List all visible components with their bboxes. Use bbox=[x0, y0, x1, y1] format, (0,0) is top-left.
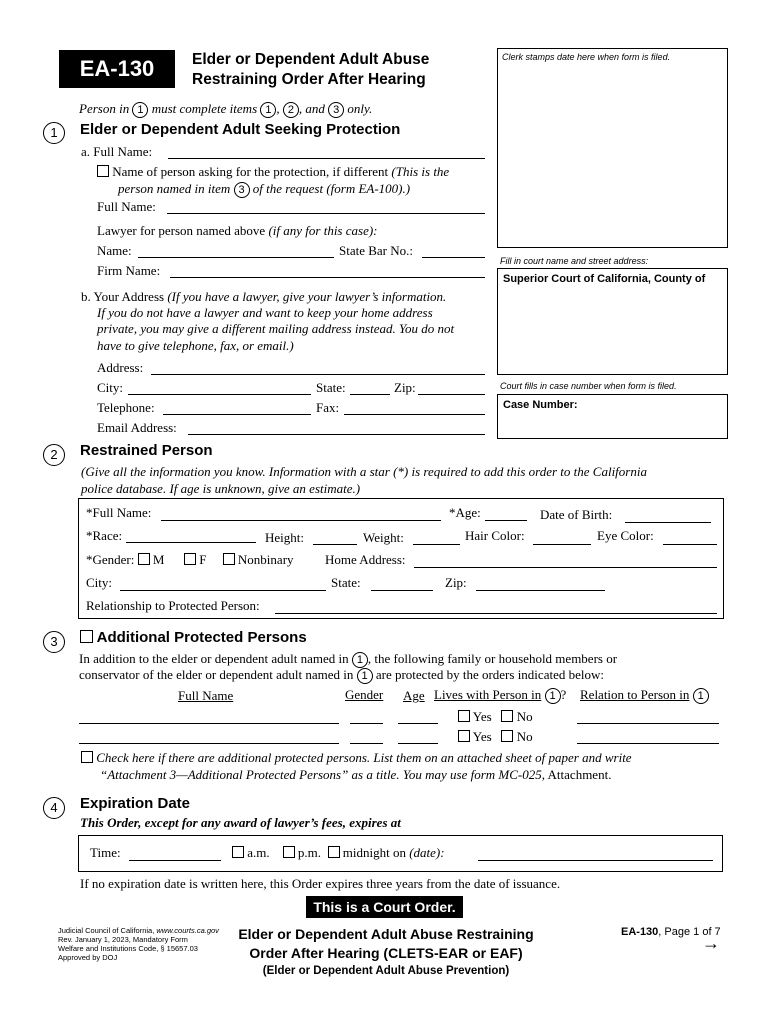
case-number-note: Court fills in case number when form is filed. bbox=[500, 381, 677, 391]
s1-email-label: Email Address: bbox=[97, 420, 177, 435]
s3-row1-rel[interactable] bbox=[577, 723, 719, 724]
s3-row2-lives: Yes No bbox=[458, 729, 533, 745]
s3-row1-yes-checkbox[interactable] bbox=[458, 710, 470, 722]
s2-hair-field[interactable] bbox=[533, 544, 591, 545]
s3-row1-name[interactable] bbox=[79, 723, 339, 724]
s1-address-intro-l3: private, you may give a different mailing address instead. You do not bbox=[97, 321, 455, 336]
s4-ampm: a.m. p.m. midnight on (date): bbox=[232, 845, 445, 861]
s4-subtitle: This Order, except for any award of lawyer’s fees, expires at bbox=[80, 815, 401, 830]
s3-row1-age[interactable] bbox=[398, 723, 438, 724]
case-number-label: Case Number: bbox=[503, 399, 578, 411]
s1-full-name-label: a. Full Name: bbox=[81, 144, 153, 159]
s1-firm-field[interactable] bbox=[170, 277, 485, 278]
form-title: Elder or Dependent Adult Abuse Restraining Order After Hearing bbox=[192, 51, 430, 88]
s2-note-l2: police database. If age is unknown, give an estimate.) bbox=[81, 481, 361, 496]
s3-row2-gender[interactable] bbox=[350, 743, 383, 744]
section-4-title: Expiration Date bbox=[80, 795, 191, 812]
s1-other-person-line2: person named in item 3 of the request (form EA-100).) bbox=[118, 181, 411, 196]
s1-address-intro-l4: have to give telephone, fax, or email.) bbox=[97, 338, 294, 353]
section-1-number: 1 bbox=[43, 122, 65, 144]
s1-full-name2-field[interactable] bbox=[167, 213, 485, 214]
s2-eye-label: Eye Color: bbox=[597, 528, 654, 543]
next-page-arrow-icon[interactable]: → bbox=[702, 933, 720, 953]
s1-fax-field[interactable] bbox=[344, 414, 485, 415]
s4-midnight-checkbox[interactable] bbox=[328, 846, 340, 858]
s4-date-field[interactable] bbox=[478, 860, 713, 861]
s1-fax-label: Fax: bbox=[316, 400, 340, 415]
s4-pm-checkbox[interactable] bbox=[283, 846, 295, 858]
s2-gender-m-checkbox[interactable] bbox=[138, 553, 150, 565]
s1-state-field[interactable] bbox=[350, 394, 390, 395]
section-2-title: Restrained Person bbox=[80, 442, 213, 459]
s1-email-field[interactable] bbox=[188, 434, 485, 435]
s4-time-label: Time: bbox=[90, 845, 121, 860]
s3-row2-age[interactable] bbox=[398, 743, 438, 744]
s1-full-name2-label: Full Name: bbox=[97, 199, 156, 214]
s1-tel-field[interactable] bbox=[163, 414, 311, 415]
footer-left: Judicial Council of California, www.courts.ca.gov Rev. January 1, 2023, Mandatory Form Welfare and Institutions Code, § 15657.03 Approved by DOJ bbox=[58, 926, 219, 962]
s3-text-l2: conservator of the elder or dependent adult named in 1 are protected by the orders indicated below: bbox=[79, 667, 604, 682]
s3-row2-rel[interactable] bbox=[577, 743, 719, 744]
court-order-banner: This is a Court Order. bbox=[306, 896, 463, 918]
s1-zip-label: Zip: bbox=[394, 380, 416, 395]
court-name: Superior Court of California, County of bbox=[503, 273, 706, 285]
s2-age-field[interactable] bbox=[485, 520, 527, 521]
s3-col-name: Full Name bbox=[178, 688, 234, 703]
s2-city-field[interactable] bbox=[120, 590, 326, 591]
s4-am-checkbox[interactable] bbox=[232, 846, 244, 858]
s2-height-label: Height: bbox=[265, 530, 304, 545]
s3-row2-no-checkbox[interactable] bbox=[501, 730, 513, 742]
s3-checkbox[interactable] bbox=[80, 630, 93, 643]
s3-col-gender: Gender bbox=[345, 687, 384, 702]
section-3-number: 3 bbox=[43, 631, 65, 653]
s1-firm-label: Firm Name: bbox=[97, 263, 161, 278]
s3-text-l1: In addition to the elder or dependent adult named in 1 , the following family or household members or bbox=[79, 651, 618, 666]
s2-city-label: City: bbox=[86, 575, 113, 590]
s2-zip-field[interactable] bbox=[476, 590, 605, 591]
s1-city-label: City: bbox=[97, 380, 124, 395]
s2-gender-f-checkbox[interactable] bbox=[184, 553, 196, 565]
s2-home-field[interactable] bbox=[414, 567, 717, 568]
s4-time-field[interactable] bbox=[129, 860, 221, 861]
court-name-note: Fill in court name and street address: bbox=[500, 256, 649, 266]
s2-age-label: *Age: bbox=[449, 505, 481, 520]
s1-other-checkbox[interactable] bbox=[97, 165, 109, 177]
s2-weight-label: Weight: bbox=[363, 530, 404, 545]
s3-more-checkbox[interactable] bbox=[81, 751, 93, 763]
s1-address-intro-l2: If you do not have a lawyer and want to keep your home address bbox=[97, 305, 433, 320]
s3-check-more: Check here if there are additional protected persons. List them on an attached sheet of paper and write bbox=[81, 750, 632, 766]
s2-height-field[interactable] bbox=[313, 544, 357, 545]
s2-dob-label: Date of Birth: bbox=[540, 507, 613, 522]
s3-row1-gender[interactable] bbox=[350, 723, 383, 724]
s2-gender-nonbinary-checkbox[interactable] bbox=[223, 553, 235, 565]
clerk-stamp-box[interactable] bbox=[497, 48, 728, 248]
s3-row1-lives: Yes No bbox=[458, 709, 533, 725]
section-1-title: Elder or Dependent Adult Seeking Protection bbox=[80, 121, 401, 138]
s2-race-label: *Race: bbox=[86, 528, 123, 543]
s1-bar-field[interactable] bbox=[422, 257, 485, 258]
s1-lawyer-label: Lawyer for person named above (if any for this case): bbox=[97, 223, 378, 238]
s3-row2-name[interactable] bbox=[79, 743, 339, 744]
s1-zip-field[interactable] bbox=[418, 394, 485, 395]
instructions: Person in 1 must complete items 1 , 2 , and 3 only. bbox=[79, 101, 373, 116]
s2-race-field[interactable] bbox=[126, 542, 256, 543]
clerk-stamp-note: Clerk stamps date here when form is filed. bbox=[502, 52, 671, 62]
s1-address-label: Address: bbox=[97, 360, 144, 375]
s1-tel-label: Telephone: bbox=[97, 400, 155, 415]
s2-dob-field[interactable] bbox=[625, 522, 711, 523]
s1-city-field[interactable] bbox=[128, 394, 311, 395]
s3-row2-yes-checkbox[interactable] bbox=[458, 730, 470, 742]
footer-page: EA-130, Page 1 of 7 bbox=[621, 926, 721, 938]
s2-note-l1: (Give all the information you know. Information with a star (*) is required to add this order to the California bbox=[81, 464, 647, 479]
s1-full-name-field[interactable] bbox=[168, 158, 485, 159]
s2-weight-field[interactable] bbox=[413, 544, 460, 545]
s3-check-more-l2: “Attachment 3—Additional Protected Persons” as a title. You may use form MC-025, Attachment. bbox=[100, 767, 612, 782]
footer-center: Elder or Dependent Adult Abuse Restraining Order After Hearing (CLETS-EAR or EAF) (Elder or Dependent Adult Abuse Prevention) bbox=[238, 926, 534, 977]
s3-col-lives: Lives with Person in 1 ? bbox=[434, 687, 567, 702]
s1-lawyer-name-label: Name: bbox=[97, 243, 132, 258]
s2-zip-label: Zip: bbox=[445, 575, 467, 590]
s3-row1-no-checkbox[interactable] bbox=[501, 710, 513, 722]
s1-other-person: Name of person asking for the protection, if different (This is the bbox=[97, 164, 449, 180]
s1-address-intro: b. Your Address (If you have a lawyer, give your lawyer’s information. bbox=[81, 289, 447, 304]
s2-eye-field[interactable] bbox=[663, 544, 717, 545]
s2-rel-label: Relationship to Protected Person: bbox=[86, 598, 260, 613]
s3-col-age: Age bbox=[403, 688, 425, 703]
s2-state-label: State: bbox=[331, 575, 361, 590]
s1-address-field[interactable] bbox=[151, 374, 485, 375]
section-4-number: 4 bbox=[43, 797, 65, 819]
s2-full-name-field[interactable] bbox=[161, 520, 441, 521]
s2-rel-field[interactable] bbox=[275, 613, 717, 614]
s2-home-label: Home Address: bbox=[325, 552, 406, 567]
s2-state-field[interactable] bbox=[371, 590, 433, 591]
s2-full-name-label: *Full Name: bbox=[86, 505, 152, 520]
s2-gender-row: *Gender: M F Nonbinary bbox=[86, 552, 294, 567]
s3-col-rel: Relation to Person in 1 bbox=[580, 687, 709, 704]
section-3-title: Additional Protected Persons bbox=[80, 629, 307, 646]
form-id-badge: EA-130 bbox=[59, 50, 175, 88]
s1-bar-label: State Bar No.: bbox=[339, 243, 414, 258]
s1-state-label: State: bbox=[316, 380, 346, 395]
s2-hair-label: Hair Color: bbox=[465, 528, 525, 543]
section-2-number: 2 bbox=[43, 444, 65, 466]
s4-note: If no expiration date is written here, this Order expires three years from the date of issuance. bbox=[80, 876, 561, 891]
s1-lawyer-name-field[interactable] bbox=[138, 257, 334, 258]
